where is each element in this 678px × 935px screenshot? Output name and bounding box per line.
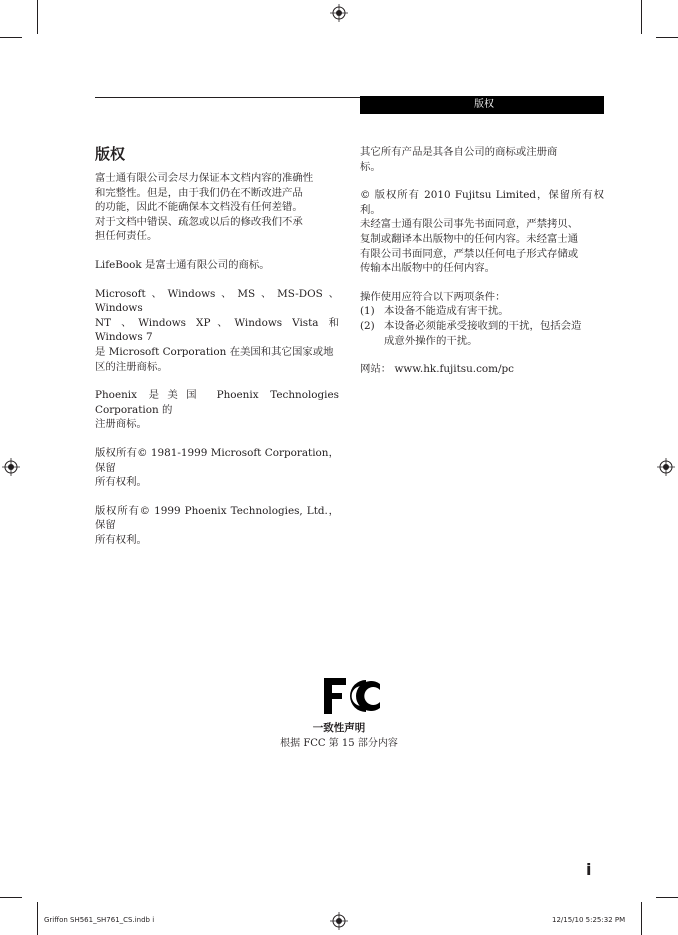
crop-mark [0, 897, 22, 898]
list-item [360, 304, 604, 319]
conditions-intro: 操作使用应符合以下两项条件： [360, 290, 506, 303]
website-line: 网站： www.hk.fujitsu.com/pc [360, 363, 515, 376]
right-column [360, 145, 604, 377]
paragraph-phoenix-trademark: Phoenix 是美国 Phoenix Technologies Corporation 的 注册商标。 [95, 389, 339, 431]
list-number: (2) [360, 319, 375, 332]
registration-mark-icon [330, 912, 348, 930]
paragraph-fujitsu-copyright: © 版权所有 2010 Fujitsu Limited，保留所有权利。 未经富士通有限公司事先书面同意，严禁拷贝、 复制或翻译本出版物中的任何内容。未经富士通 有限公司书面同意，严禁以任何电子形式存储或 传输本出版物中的任何内容。 [360, 189, 604, 275]
crop-mark [656, 897, 678, 898]
paragraph-disclaimer: 富士通有限公司会尽力保证本文档内容的准确性 和完整性。但是，由于我们仍在不断改进产品 的功能，因此不能确保本文档没有任何差错。 对于文档中错误、疏忽或以后的修改我们不承 担任何责任。 [95, 172, 314, 243]
section-header-label: 版权 [360, 96, 604, 114]
page-number: i [586, 860, 592, 879]
list-item [360, 319, 604, 348]
list-text: 本设备不能造成有害干扰。 [384, 305, 509, 318]
fcc-logo-text: FC [322, 676, 324, 677]
crop-mark [641, 0, 642, 34]
list-number: (1) [360, 305, 375, 318]
fcc-declaration-title: 一致性声明 [312, 722, 366, 734]
list-text: 本设备必须能承受接收到的干扰，包括会造 成意外操作的干扰。 [384, 319, 582, 347]
crop-mark [656, 37, 678, 38]
paragraph-microsoft-copyright: 版权所有© 1981-1999 Microsoft Corporation，保留 所有权利。 [95, 446, 339, 489]
registration-mark-icon [657, 458, 675, 476]
crop-mark [0, 37, 22, 38]
fcc-logo-icon [322, 676, 384, 716]
fcc-declaration-subtitle: 根据 FCC 第 15 部分内容 [280, 738, 398, 749]
paragraph-microsoft-trademark: Microsoft、Windows、MS、MS-DOS、Windows NT 、Windows XP、Windows Vista 和 Windows 7 是 Microsoft Corporation 在美国和其它国家或地 区的注册商标。 [95, 287, 339, 373]
crop-mark [641, 902, 642, 935]
crop-mark [37, 0, 38, 34]
paragraph-phoenix-copyright: 版权所有© 1999 Phoenix Technologies, Ltd.，保留 所有权利。 [95, 504, 339, 546]
paragraph-lifebook-trademark: LifeBook 是富士通有限公司的商标。 [95, 258, 270, 271]
registration-mark-icon [330, 4, 348, 22]
slug-file-name: Griffon SH561_SH761_CS.indb i [44, 916, 155, 924]
left-column [95, 145, 339, 547]
crop-mark [37, 902, 38, 935]
registration-mark-icon [2, 458, 20, 476]
paragraph-other-trademarks: 其它所有产品是其各自公司的商标或注册商 标。 [360, 146, 558, 173]
slug-timestamp: 12/15/10 5:25:32 PM [552, 916, 626, 924]
page-title: 版权 [95, 145, 126, 163]
